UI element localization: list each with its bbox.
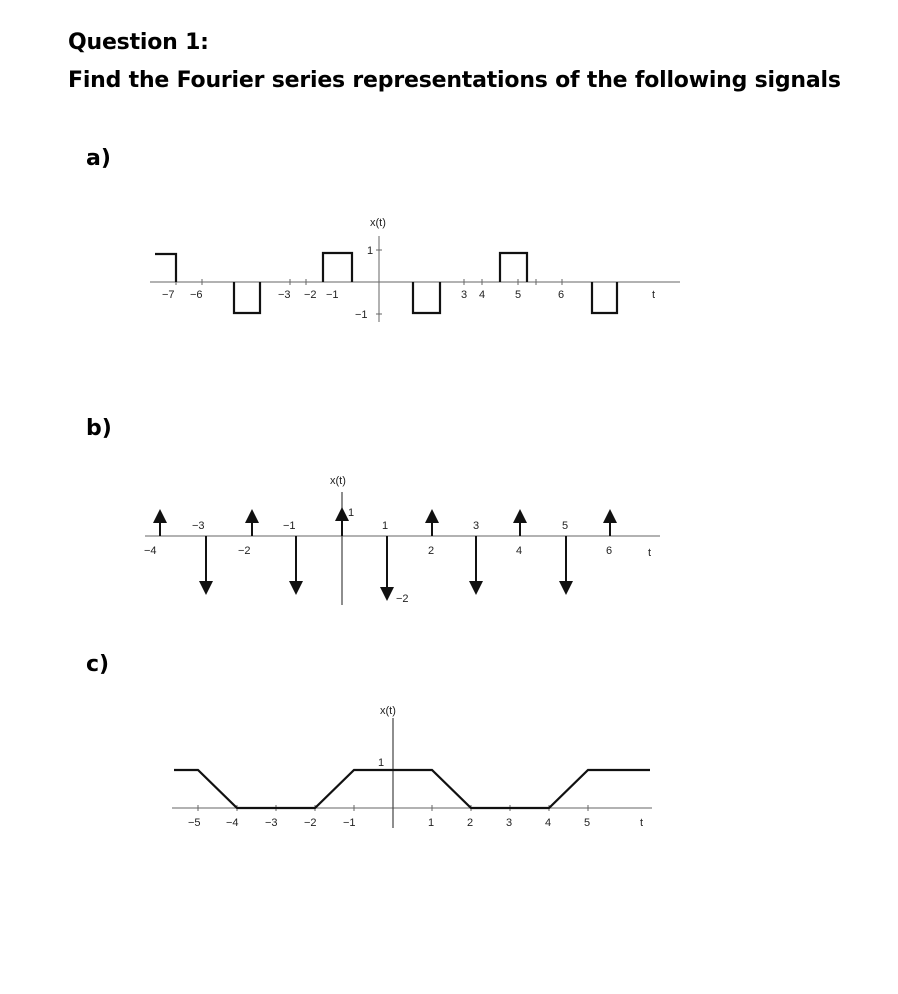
plot-a-pulse-neg-1	[234, 282, 260, 313]
plot-b-tick-label: −1	[283, 520, 296, 532]
plot-a-tlabel: t	[652, 289, 656, 301]
plot-a-tick-label: −1	[326, 289, 339, 301]
plot-b-tick-label: 1	[382, 520, 389, 532]
plot-c-signal	[174, 770, 650, 808]
part-b-label: b)	[86, 416, 112, 441]
plot-c-tick-label: −3	[265, 817, 278, 829]
plot-c-tlabel: t	[640, 817, 644, 829]
plot-a-signal-left	[155, 254, 176, 282]
plot-a-tick-label: 4	[479, 289, 486, 301]
plot-a-tick-label: 5	[515, 289, 522, 301]
plot-a-pulse-neg-3	[592, 282, 617, 313]
plot-b-impulse-train	[0, 460, 898, 610]
plot-a-level-neg-label: −1	[355, 309, 368, 321]
plot-a-pulse-pos-1	[323, 253, 352, 282]
plot-c-ylabel: x(t)	[380, 705, 396, 717]
plot-b-tick-label: −3	[192, 520, 205, 532]
plot-c-tick-label: −1	[343, 817, 356, 829]
part-a-label: a)	[86, 146, 111, 171]
plot-a-pulse-neg-2	[413, 282, 440, 313]
plot-a-tick-label: 6	[558, 289, 565, 301]
plot-a-tick-label: −7	[162, 289, 175, 301]
question-title: Question 1:	[68, 30, 209, 55]
plot-a-square-wave	[0, 200, 898, 340]
plot-c-tick-label: 2	[467, 817, 474, 829]
plot-b-tick-label: −2	[238, 545, 251, 557]
plot-b-tick-label: 4	[516, 545, 523, 557]
plot-b-tlabel: t	[648, 547, 652, 559]
plot-c-trapezoid-wave	[0, 690, 898, 850]
plot-c-tick-label: 1	[428, 817, 435, 829]
plot-c-tick-label: −5	[188, 817, 201, 829]
plot-c-tick-label: 5	[584, 817, 591, 829]
plot-c-tick-label: 4	[545, 817, 552, 829]
plot-b-tick-label: 5	[562, 520, 569, 532]
plot-a-pulse-pos-2	[500, 253, 527, 282]
plot-a-tick-label: 3	[461, 289, 468, 301]
plot-b-weight-neg-label: −2	[396, 593, 409, 605]
plot-a-tick-label: −3	[278, 289, 291, 301]
plot-b-weight-pos-label: 1	[348, 507, 355, 519]
plot-a-tick-label: −6	[190, 289, 203, 301]
plot-b-tick-label: −4	[144, 545, 157, 557]
plot-a-ylabel: x(t)	[370, 217, 386, 229]
plot-a-tick-label: −2	[304, 289, 317, 301]
plot-a-level-pos-label: 1	[367, 245, 374, 257]
plot-c-tick-label: −2	[304, 817, 317, 829]
plot-c-tick-label: −4	[226, 817, 239, 829]
question-instruction: Find the Fourier series representations of the following signals	[68, 68, 841, 93]
plot-b-tick-label: 6	[606, 545, 613, 557]
plot-b-ylabel: x(t)	[330, 475, 346, 487]
plot-c-level-label: 1	[378, 757, 385, 769]
plot-b-tick-label: 2	[428, 545, 435, 557]
plot-c-tick-label: 3	[506, 817, 513, 829]
plot-b-tick-label: 3	[473, 520, 480, 532]
part-c-label: c)	[86, 652, 110, 677]
